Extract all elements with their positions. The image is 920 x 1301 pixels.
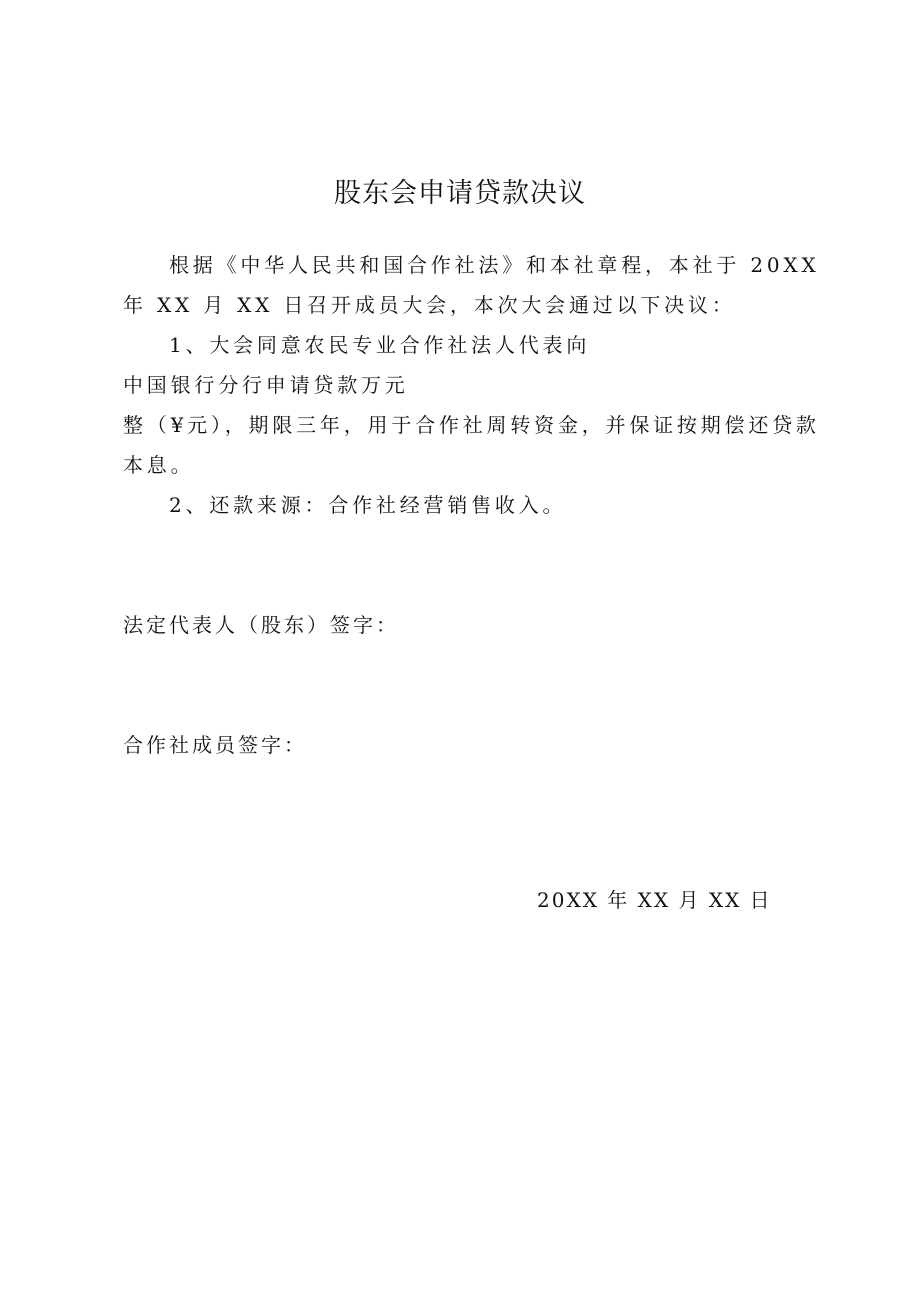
item1-line-4: 本息。 bbox=[123, 453, 195, 477]
intro-line-2: 年 XX 月 XX 日召开成员大会，本次大会通过以下决议： bbox=[123, 293, 736, 317]
document-date: 20XX 年 XX 月 XX 日 bbox=[537, 888, 772, 912]
resolution-item-1 bbox=[123, 325, 820, 485]
members-signature-label: 合作社成员签字： bbox=[123, 733, 307, 757]
resolution-item-2 bbox=[123, 485, 808, 525]
item1-line-1: 1、大会同意农民专业合作社法人代表向 bbox=[169, 333, 591, 357]
intro-line-1: 根据《中华人民共和国合作社法》和本社章程，本社于 20XX bbox=[169, 253, 820, 277]
item1-line-2: 中国银行分行申请贷款万元 bbox=[123, 373, 409, 397]
intro-paragraph bbox=[123, 245, 820, 325]
item2-line: 2、还款来源：合作社经营销售收入。 bbox=[169, 493, 567, 517]
legal-representative-signature-label: 法定代表人（股东）签字： bbox=[123, 613, 399, 637]
document-title: 股东会申请贷款决议 bbox=[334, 178, 586, 209]
item1-line-3: 整（¥元），期限三年，用于合作社周转资金，并保证按期偿还贷款 bbox=[123, 413, 820, 437]
